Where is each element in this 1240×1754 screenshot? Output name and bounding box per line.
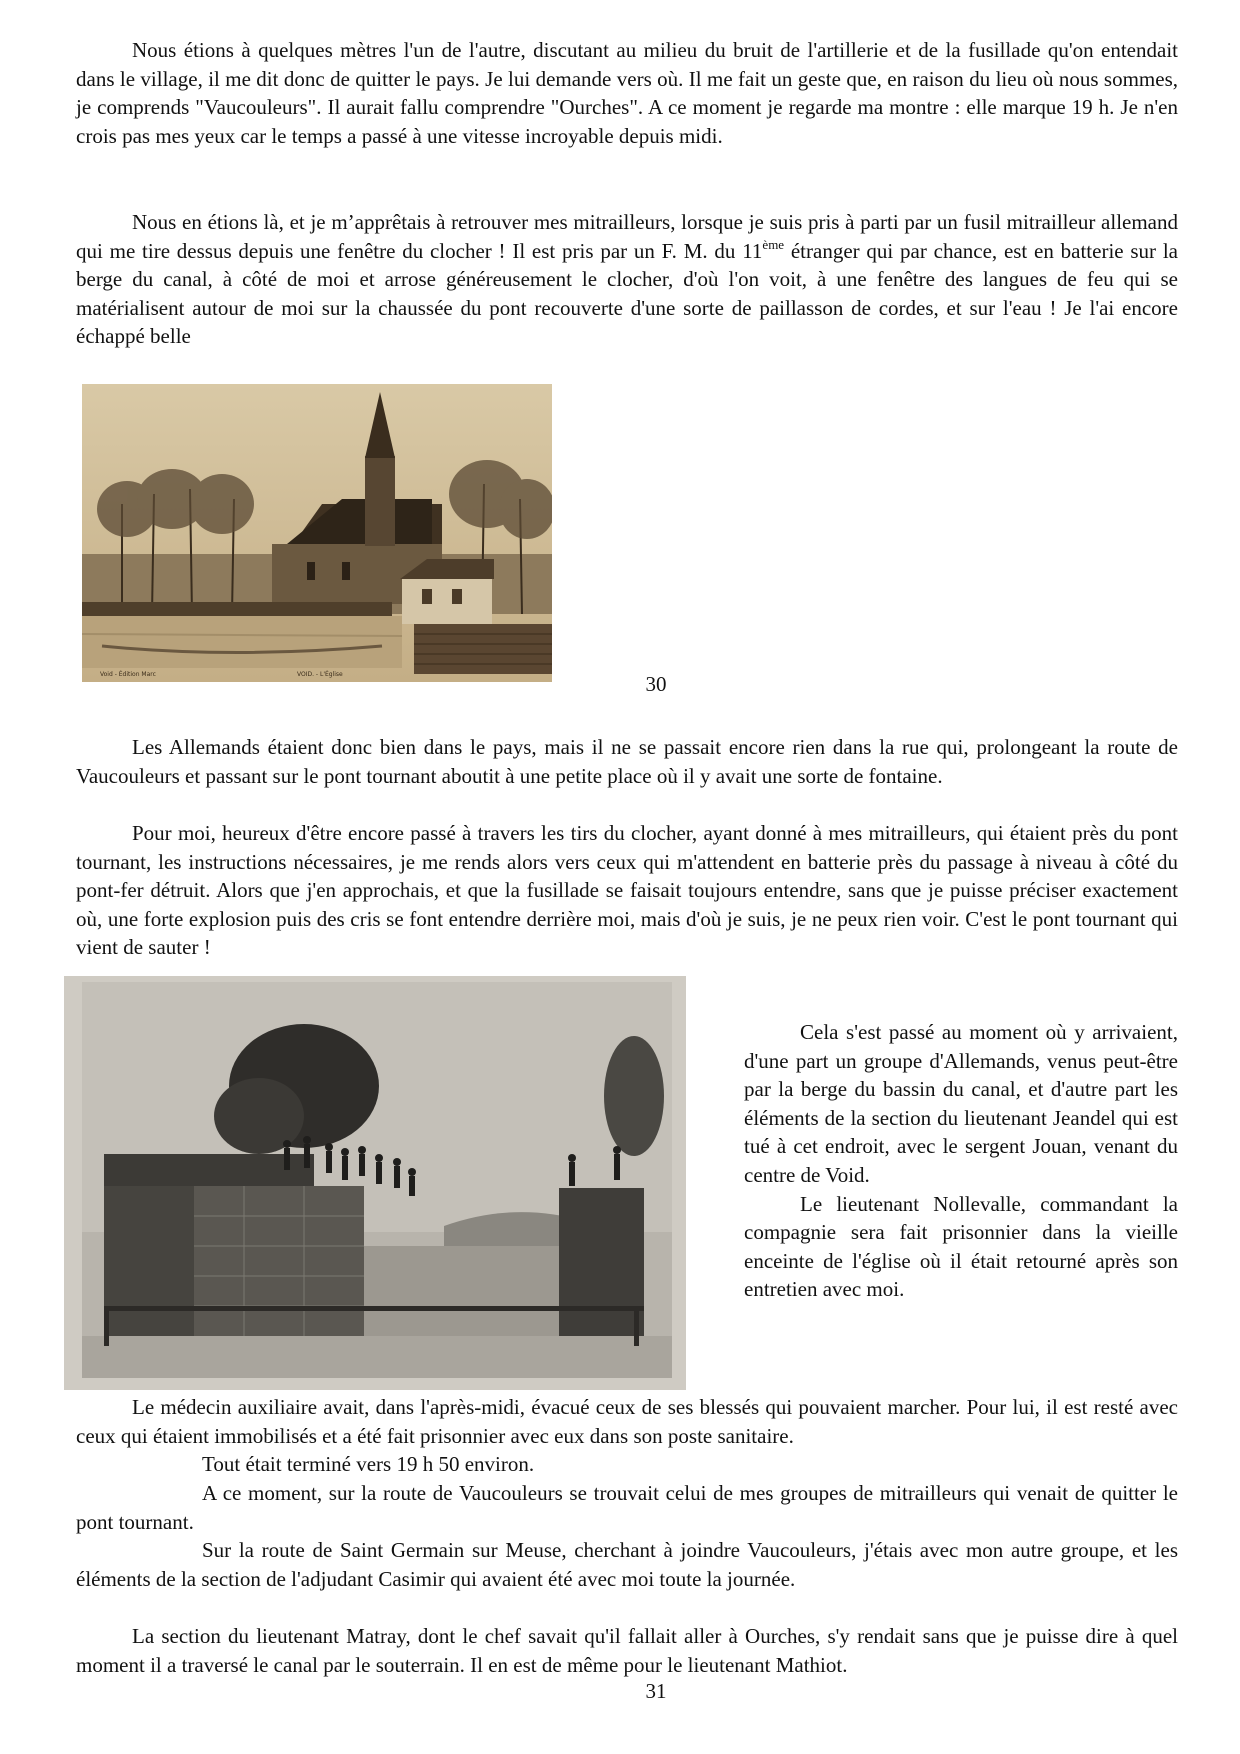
paragraph-medecin: Le médecin auxiliaire avait, dans l'après-midi, évacué ceux de ses blessés qui pouvaient marcher. Pour lui, il est resté avec ceux qui étaient immobilisés et a été fait prisonnier avec eux dans son poste sanitaire. [76, 1395, 1178, 1448]
paragraph-allemands: Les Allemands étaient donc bien dans le pays, mais il ne se passait encore rien dans la rue qui, prolongeant la route de Vaucouleurs et passant sur le pont tournant aboutit à une petite place où il y avait une sorte de fontaine. [76, 735, 1178, 788]
photo1-caption-right: VOID. - L'Église [297, 671, 343, 678]
paragraph-clocher [76, 208, 1178, 351]
paragraph-clocher-part2: étranger qui par chance, est en batterie sur la berge du canal, à côté de moi et arrose généreusement le clocher, d'où l'on voit, à une fenêtre des langues de feu qui se matérialisent autour de moi sur la chaussée du pont recouverte d'une sorte de paillasson de cordes, et sur l'eau ! Je l'ai encore échappé belle [76, 238, 1178, 349]
paragraph-termine: Tout était terminé vers 19 h 50 environ. [202, 1452, 535, 1476]
bridge-photo [64, 976, 686, 1390]
paragraph-saint-germain: Sur la route de Saint Germain sur Meuse, cherchant à joindre Vaucouleurs, j'étais avec mon autre groupe, et les éléments de la section de l'adjudant Casimir qui avaient été avec moi toute la journée. [76, 1538, 1178, 1591]
paragraph-clocher-part1: Nous en étions là, et je m’apprêtais à retrouver mes mitrailleurs, lorsque je suis pris à parti par un fusil mitrailleur allemand qui me tire dessus depuis une fenêtre du clocher ! Il est pris par un F. M. du 11 [76, 210, 1178, 263]
paragraph-pont-tournant: Pour moi, heureux d'être encore passé à travers les tirs du clocher, ayant donné à mes mitrailleurs, qui étaient près du pont tournant, les instructions nécessaires, je me rends alors vers ceux qui m'attendent en batterie près du passage à niveau à côté du pont-fer détruit. Alors que j'en approchais, et que la fusillade se faisait toujours entendre, sans que je puisse préciser exactement où, une forte explosion puis des cris se font entendre derrière moi, mais d'où je suis, je ne peux rien voir. C'est le pont tournant qui vient de sauter ! [76, 821, 1178, 960]
paragraph-watch: Nous étions à quelques mètres l'un de l'autre, discutant au milieu du bruit de l'artillerie et de la fusillade qu'on entendait dans le village, il me dit donc de quitter le pays. Je lui demande vers où. Il me fait un geste que, en raison du lieu où nous sommes, je comprends "Vaucouleurs". Il aurait fallu comprendre "Ourches". A ce moment je regarde ma montre : elle marque 19 h. Je n'en crois pas mes yeux car le temps a passé à une vitesse incroyable depuis midi. [76, 38, 1178, 148]
paragraph-matray: La section du lieutenant Matray, dont le chef savait qu'il fallait aller à Ourches, s'y rendait sans que je puisse dire à quel moment il a traversé le canal par le souterrain. Il en est de même pour le lieutenant Mathiot. [76, 1624, 1178, 1677]
paragraph-route-vaucouleurs: A ce moment, sur la route de Vaucouleurs se trouvait celui de mes groupes de mitrailleurs qui venait de quitter le pont tournant. [76, 1481, 1178, 1534]
page-number-30: 30 [645, 672, 667, 696]
paragraph-nollevalle: Le lieutenant Nollevalle, commandant la compagnie sera fait prisonnier dans la vieille enceinte de l'église où il était retourné après son entretien avec moi. [744, 1191, 1178, 1302]
bridge-side-text [744, 1018, 1178, 1304]
superscript-eme: ème [762, 236, 785, 252]
paragraph-jeandel: Cela s'est passé au moment où y arrivaient, d'une part un groupe d'Allemands, venus peut-être par la berge du bassin du canal, et d'autre part les éléments de la section du lieutenant Jeandel qui est tué à cet endroit, avec le sergent Jouan, venant du centre de Void. [744, 1020, 1178, 1187]
photo1-caption-left: Void - Édition Marc [100, 671, 156, 678]
page-number-31: 31 [645, 1679, 667, 1703]
church-photo [82, 384, 552, 682]
